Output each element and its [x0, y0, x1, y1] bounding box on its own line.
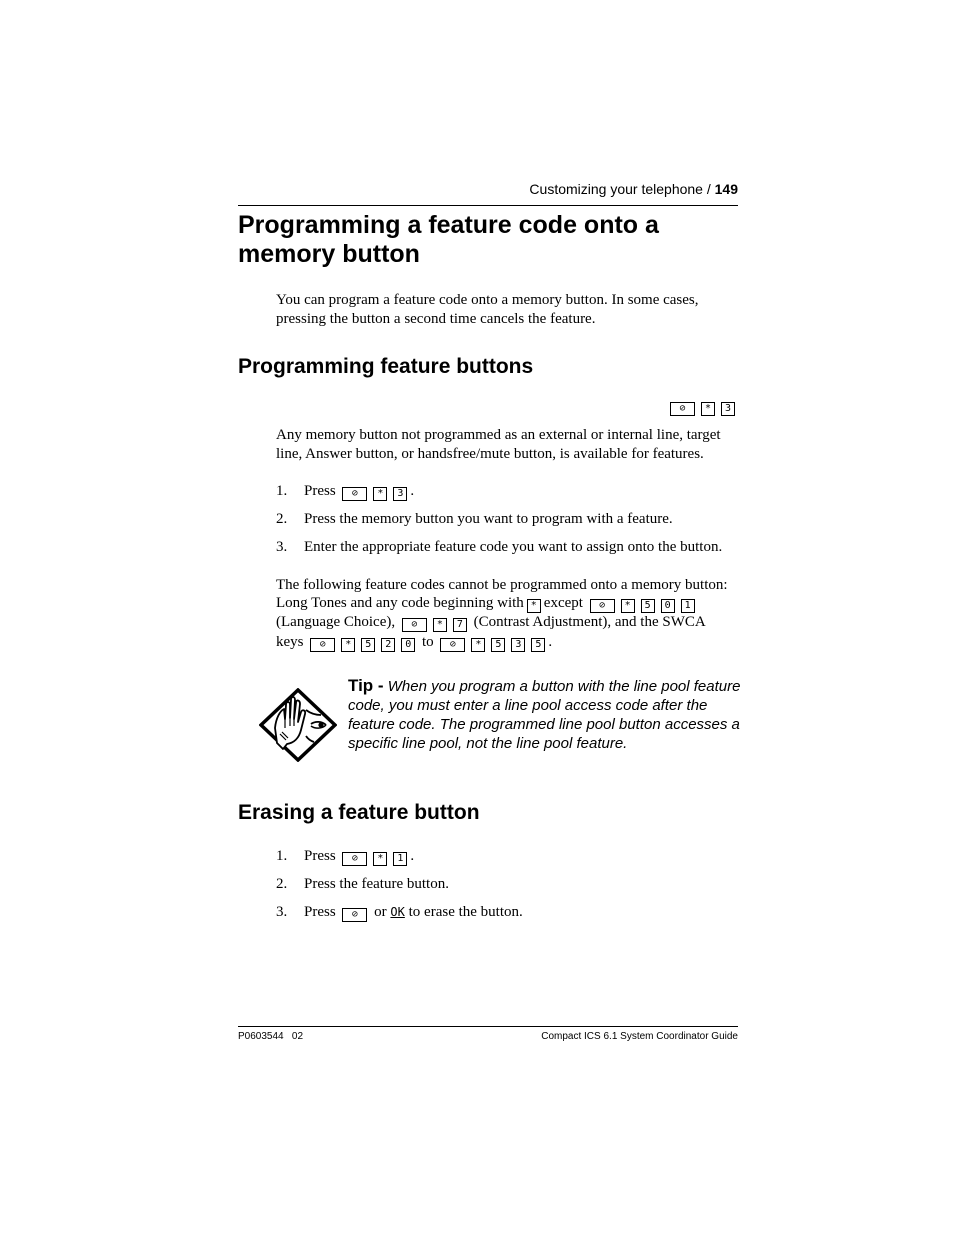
step-number: 1. — [276, 483, 288, 499]
star-key: * — [373, 852, 387, 866]
list-item — [276, 875, 746, 893]
feature-key-icon: ⊘ — [590, 599, 615, 613]
section-heading-programming: Programming feature buttons — [238, 355, 534, 378]
header-section-title: Customizing your telephone — [529, 181, 703, 197]
feature-key-icon: ⊘ — [342, 487, 367, 501]
restriction-text: . — [548, 634, 553, 650]
digit-key: 2 — [381, 638, 395, 652]
digit-key: 5 — [361, 638, 375, 652]
list-item — [276, 482, 746, 501]
header-rule — [238, 205, 738, 206]
list-item — [276, 538, 746, 556]
footer-rule — [238, 1026, 738, 1027]
star-key: * — [341, 638, 355, 652]
step-text: Press the memory button you want to program with a feature. — [304, 511, 673, 527]
star-key: * — [621, 599, 635, 613]
digit-key: 5 — [641, 599, 655, 613]
restriction-line — [276, 613, 746, 632]
step-end: . — [410, 848, 415, 864]
restriction-text: Long Tones and any code beginning with — [276, 595, 524, 611]
restriction-text: (Contrast Adjustment), and the SWCA — [473, 614, 706, 630]
availability-paragraph: Any memory button not programmed as an external or internal line, target line, Answer button, or handsfree/mute button, is available for features. — [276, 427, 721, 462]
step-text: Press — [304, 483, 336, 499]
step-end: . — [410, 483, 415, 499]
step-number: 2. — [276, 511, 288, 527]
star-key: * — [433, 618, 447, 632]
feature-key-icon: ⊘ — [342, 852, 367, 866]
ok-softkey: OK — [390, 905, 405, 919]
restriction-line — [276, 576, 746, 594]
digit-key: 1 — [681, 599, 695, 613]
step-text: Press — [304, 904, 336, 920]
restriction-line — [276, 633, 746, 652]
feature-key-icon: ⊘ — [402, 618, 427, 632]
step-number: 2. — [276, 876, 288, 892]
step-text: Press the feature button. — [304, 876, 449, 892]
digit-key: 3 — [721, 402, 735, 416]
digit-key: 3 — [393, 487, 407, 501]
digit-key: 7 — [453, 618, 467, 632]
restriction-text: (Language Choice), — [276, 614, 396, 630]
footer-guide-title: Compact ICS 6.1 System Coordinator Guide — [541, 1031, 738, 1042]
list-item — [276, 903, 746, 922]
restriction-text: except — [543, 595, 583, 611]
step-number: 3. — [276, 539, 288, 555]
footer-doc-number: P0603544 02 — [238, 1031, 304, 1042]
star-key: * — [527, 599, 541, 613]
restriction-text: to — [422, 634, 434, 650]
digit-key: 5 — [491, 638, 505, 652]
feature-key-icon: ⊘ — [670, 402, 695, 416]
digit-key: 5 — [531, 638, 545, 652]
page-number: 149 — [714, 181, 738, 197]
list-item — [276, 510, 746, 528]
step-text: Enter the appropriate feature code you want to assign onto the button. — [304, 539, 723, 555]
running-header — [238, 181, 738, 197]
tip-text: When you program a button with the line pool feature code, you must enter a line pool access code after the feature code. The programmed line pool button accesses a specific line pool, not the line pool feature. — [348, 678, 741, 752]
step-number: 1. — [276, 848, 288, 864]
intro-paragraph: You can program a feature code onto a memory button. In some cases, pressing the button a second time cancels the feature. — [276, 292, 699, 327]
tip-note — [348, 676, 743, 753]
digit-key: 3 — [511, 638, 525, 652]
page-title: Programming a feature code onto a memory button — [238, 211, 659, 268]
step-text: to erase the button. — [408, 904, 523, 920]
restriction-text: keys — [276, 634, 304, 650]
digit-key: 1 — [393, 852, 407, 866]
star-key: * — [701, 402, 715, 416]
feature-key-icon: ⊘ — [310, 638, 335, 652]
step-text: or — [374, 904, 387, 920]
step-text: Press — [304, 848, 336, 864]
restriction-line — [276, 594, 746, 613]
digit-key: 0 — [661, 599, 675, 613]
star-key: * — [471, 638, 485, 652]
tip-label: Tip - — [348, 676, 384, 695]
feature-code-badge — [667, 397, 738, 416]
digit-key: 0 — [401, 638, 415, 652]
feature-key-icon: ⊘ — [342, 908, 367, 922]
step-number: 3. — [276, 904, 288, 920]
star-key: * — [373, 487, 387, 501]
list-item — [276, 847, 746, 866]
section-heading-erasing: Erasing a feature button — [238, 801, 480, 824]
header-separator: / — [706, 181, 711, 197]
restriction-text: The following feature codes cannot be programmed onto a memory button: — [276, 577, 728, 593]
feature-key-icon: ⊘ — [440, 638, 465, 652]
tip-hand-icon — [259, 688, 337, 762]
